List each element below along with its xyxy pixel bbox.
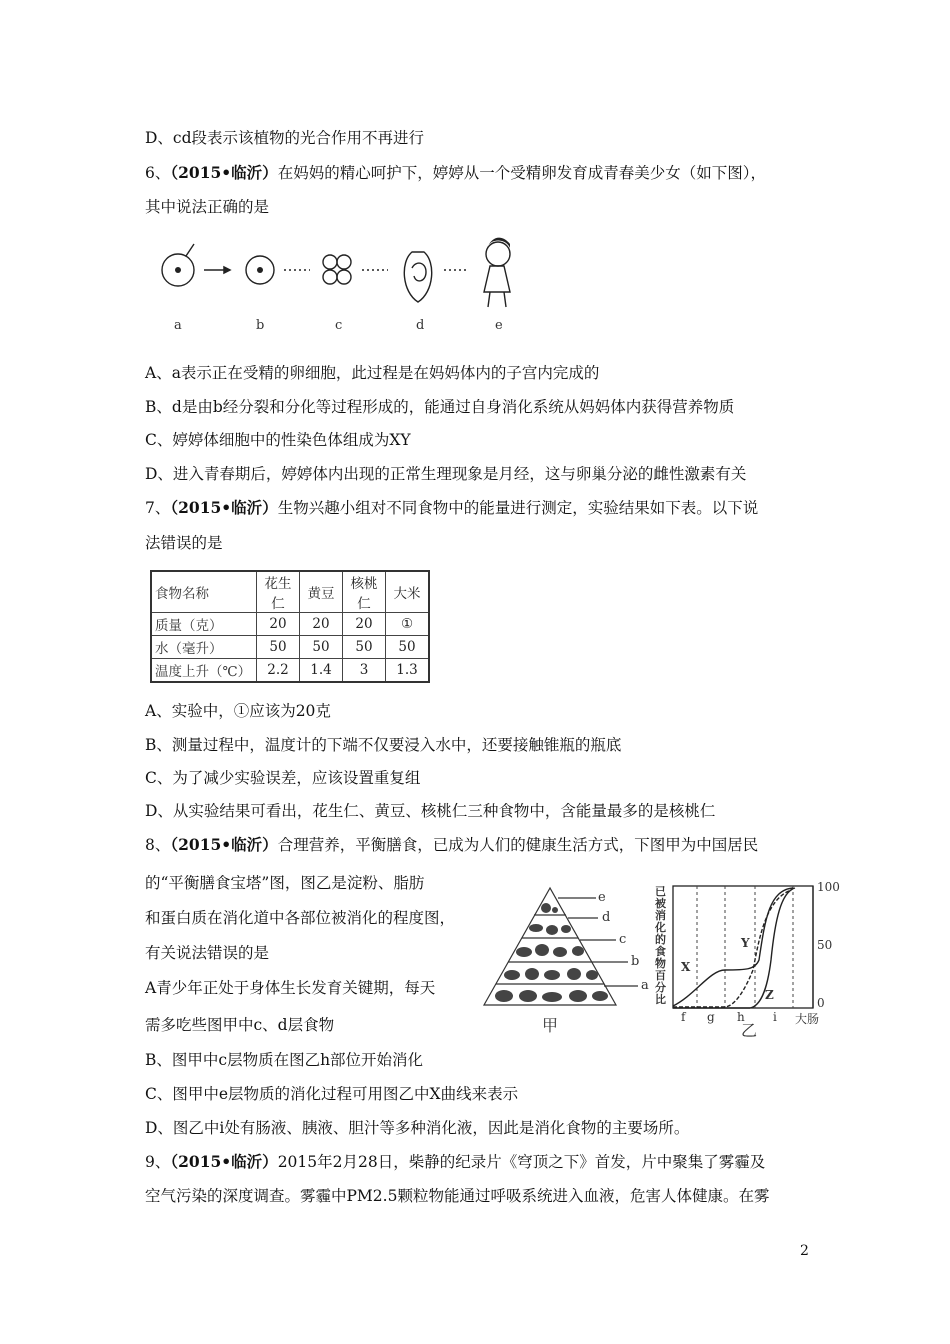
table-cell: 50 xyxy=(386,636,430,659)
question-7-stem xyxy=(145,498,758,518)
question-source: （2015•临沂） xyxy=(170,498,278,517)
question-text: 在妈妈的精心呵护下，婷婷从一个受精卵发育成青春美少女（如下图）， xyxy=(277,164,766,182)
table-cell: 2.2 xyxy=(257,659,300,683)
table-cell: 温度上升（℃） xyxy=(151,659,257,683)
xtick-i: i xyxy=(773,1010,777,1024)
label-a: a xyxy=(174,318,182,333)
question-8-stem xyxy=(145,835,758,855)
option-q5-d: D、cd段表示该植物的光合作用不再进行 xyxy=(145,129,425,147)
question-8-stem-4: 有关说法错误的是 xyxy=(145,944,270,962)
xtick-g: g xyxy=(707,1010,715,1024)
option-6a: A、a表示正在受精的卵细胞，此过程是在妈妈体内的子宫内完成的 xyxy=(145,364,600,382)
question-8-stem-2: 的“平衡膳食宝塔”图，图乙是淀粉、脂肪 xyxy=(145,874,425,892)
development-figure xyxy=(150,232,530,342)
question-text: 2015年2月28日，柴静的纪录片《穹顶之下》首发，片中聚集了雾霾及 xyxy=(277,1153,766,1171)
table-cell: 花生仁 xyxy=(257,571,300,613)
question-source: （2015•临沂） xyxy=(170,1152,278,1171)
table-cell: 质量（克） xyxy=(151,613,257,636)
option-8b: B、图甲中c层物质在图乙h部位开始消化 xyxy=(145,1051,424,1069)
table-cell: 1.3 xyxy=(386,659,430,683)
food-pyramid-figure xyxy=(480,880,660,1035)
table-cell: 50 xyxy=(300,636,343,659)
option-7d: D、从实验结果可看出，花生仁、黄豆、核桃仁三种食物中，含能量最多的是核桃仁 xyxy=(145,802,716,820)
option-6b: B、d是由b经分裂和分化等过程形成的，能通过自身消化系统从妈妈体内获得营养物质 xyxy=(145,398,735,416)
layer-label-a: a xyxy=(641,978,649,993)
option-7b: B、测量过程中，温度计的下端不仅要浸入水中，还要接触锥瓶的瓶底 xyxy=(145,736,622,754)
table-cell: 50 xyxy=(257,636,300,659)
table-row xyxy=(151,636,429,659)
question-text: 生物兴趣小组对不同食物中的能量进行测定，实验结果如下表。以下说 xyxy=(277,499,759,517)
table-cell: 50 xyxy=(343,636,386,659)
question-text: 合理营养，平衡膳食，已成为人们的健康生活方式，下图甲为中国居民 xyxy=(277,836,759,854)
question-number: 8、 xyxy=(145,836,171,854)
question-source: （2015•临沂） xyxy=(170,163,278,182)
option-8c: C、图甲中e层物质的消化过程可用图乙中X曲线来表示 xyxy=(145,1085,519,1103)
table-cell: 食物名称 xyxy=(151,571,257,613)
question-source: （2015•临沂） xyxy=(170,835,278,854)
table-cell: 20 xyxy=(300,613,343,636)
curve-label-z: Z xyxy=(765,988,774,1002)
option-6c: C、婷婷体细胞中的性染色体组成为XY xyxy=(145,431,411,449)
ytick-0: 0 xyxy=(817,996,825,1010)
option-8a: A青少年正处于身体生长发育关键期，每天 xyxy=(145,979,436,997)
table-cell: 20 xyxy=(343,613,386,636)
table-cell: ① xyxy=(386,613,430,636)
ytick-50: 50 xyxy=(817,938,833,952)
layer-label-c: c xyxy=(619,932,627,947)
table-row xyxy=(151,613,429,636)
graph-caption: 乙 xyxy=(741,1021,758,1040)
page-number: 2 xyxy=(800,1243,809,1259)
layer-label-e: e xyxy=(598,890,606,905)
question-number: 7、 xyxy=(145,499,171,517)
question-number: 9、 xyxy=(145,1153,171,1171)
table-cell: 20 xyxy=(257,613,300,636)
food-energy-table xyxy=(150,570,430,683)
option-8a-cont: 需多吃些图甲中c、d层食物 xyxy=(145,1016,335,1034)
label-e: e xyxy=(495,318,503,333)
question-7-stem-cont: 法错误的是 xyxy=(145,534,223,552)
digestion-graph-figure xyxy=(655,880,840,1040)
xtick-f: f xyxy=(681,1010,686,1024)
option-8d: D、图乙中i处有肠液、胰液、胆汁等多种消化液，因此是消化食物的主要场所。 xyxy=(145,1119,690,1137)
pyramid-caption: 甲 xyxy=(542,1016,559,1035)
option-6d: D、进入青春期后，婷婷体内出现的正常生理现象是月经，这与卵巢分泌的雌性激素有关 xyxy=(145,465,747,483)
question-8-stem-3: 和蛋白质在消化道中各部位被消化的程度图， xyxy=(145,909,456,927)
table-cell: 大米 xyxy=(386,571,430,613)
label-b: b xyxy=(256,318,265,333)
question-6-stem-cont: 其中说法正确的是 xyxy=(145,198,270,216)
label-d: d xyxy=(416,318,425,333)
layer-label-d: d xyxy=(602,910,611,925)
graph-ylabel: 已被消化的食物百分比 xyxy=(655,885,666,1006)
table-cell: 核桃仁 xyxy=(343,571,386,613)
ytick-100: 100 xyxy=(817,880,840,894)
option-7a: A、实验中，①应该为20克 xyxy=(145,702,331,720)
option-7c: C、为了减少实验误差，应该设置重复组 xyxy=(145,769,421,787)
question-9-stem xyxy=(145,1152,765,1172)
question-6-stem xyxy=(145,163,766,183)
table-cell: 水（毫升） xyxy=(151,636,257,659)
table-header-row xyxy=(151,571,429,613)
table-cell: 3 xyxy=(343,659,386,683)
question-number: 6、 xyxy=(145,164,171,182)
curve-label-x: X xyxy=(681,960,691,974)
xtick-h: h xyxy=(737,1010,745,1024)
table-row xyxy=(151,659,429,683)
question-9-stem-cont: 空气污染的深度调查。雾霾中PM2.5颗粒物能通过呼吸系统进入血液，危害人体健康。在雾 xyxy=(145,1187,770,1205)
layer-label-b: b xyxy=(631,954,640,969)
xtick-large-intestine: 大肠 xyxy=(795,1012,820,1026)
label-c: c xyxy=(335,318,343,333)
curve-label-y: Y xyxy=(741,936,750,950)
table-cell: 黄豆 xyxy=(300,571,343,613)
table-cell: 1.4 xyxy=(300,659,343,683)
